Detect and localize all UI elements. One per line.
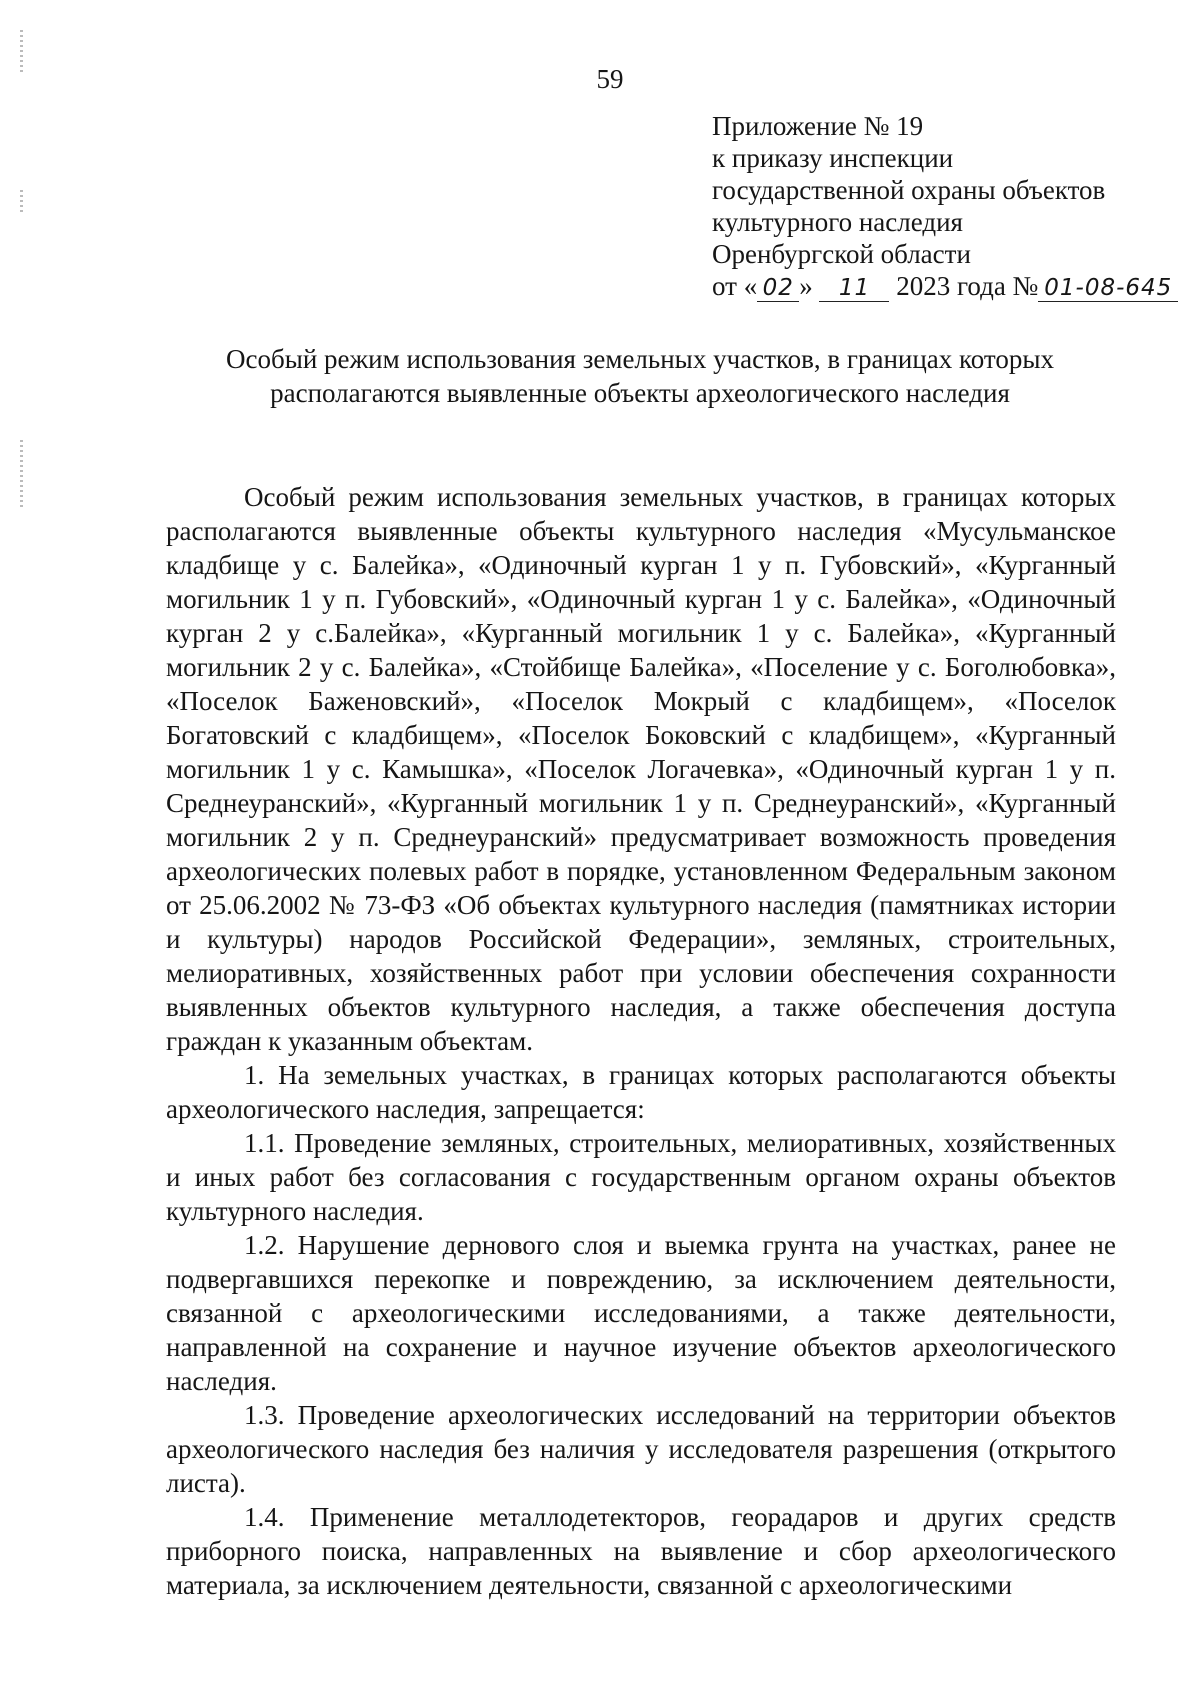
appendix-line: государственной охраны объектов [712, 175, 1106, 205]
paragraph: 1. На земельных участках, в границах которых располагаются объекты археологического наследия, запрещается: [166, 1060, 1116, 1124]
scan-margin-mark [20, 190, 23, 214]
paragraph: 1.4. Применение металлодетекторов, георадаров и других средств приборного поиска, направленных на выявление и сбор археологического материала, за исключением деятельности, связанной с археологическими [166, 1502, 1116, 1600]
paragraph: Особый режим использования земельных участков, в границах которых располагаются выявленные объекты культурного наследия «Мусульманское кладбище у с. Балейка», «Одиночный курган 1 у п. Губовский», «Курганный могильник 1 у п. Губовский», «Одиночный курган 1 у с. Балейка», «Одиночный курган 2 у с.Балейка», «Курганный могильник 1 у с. Балейка», «Курганный могильник 2 у с. Балейка», «Стойбище Балейка», «Поселение у с. Боголюбовка», «Поселок Баженовский», «Поселок Мокрый с кладбищем», «Поселок Богатовский с кладбищем», «Поселок Боковский с кладбищем», «Курганный могильник 1 у с. Камышка», «Поселок Логачевка», «Одиночный курган 1 у п. Среднеуранский», «Курганный могильник 1 у п. Среднеуранский», «Курганный могильник 2 у п. Среднеуранский» предусматривает возможность проведения археологических полевых работ в порядке, установленном Федеральным законом от 25.06.2002 № 73-ФЗ «Об объектах культурного наследия (памятниках истории и культуры) народов Российской Федерации», земляных, строительных, мелиоративных, хозяйственных работ при условии обеспечения сохранности выявленных объектов культурного наследия, а также обеспечения доступа граждан к указанным объектам. [166, 482, 1116, 1056]
scan-margin-mark [20, 30, 23, 74]
appendix-line: к приказу инспекции [712, 143, 954, 173]
appendix-title: Приложение № 19 [712, 111, 924, 141]
handwritten-order-number: 01-08-645 [1038, 275, 1178, 302]
title-line: Особый режим использования земельных участков, в границах которых [225, 344, 1055, 374]
paragraph: 1.1. Проведение земляных, строительных, мелиоративных, хозяйственных и иных работ без согласования с государственным органом охраны объектов культурного наследия. [166, 1128, 1116, 1226]
document-body [166, 480, 1116, 1602]
document-title [160, 342, 1120, 410]
scan-margin-mark [20, 440, 23, 510]
order-date-line [712, 270, 1172, 302]
date-prefix: от « [712, 271, 758, 301]
date-mid: » [799, 271, 813, 301]
appendix-header [712, 110, 1172, 302]
title-line: располагаются выявленные объекты археологического наследия [270, 378, 1010, 408]
handwritten-day: 02 [757, 275, 799, 302]
appendix-line: Оренбургской области [712, 239, 971, 269]
date-year: 2023 года № [896, 271, 1039, 301]
handwritten-month: 11 [819, 275, 889, 302]
paragraph: 1.3. Проведение археологических исследований на территории объектов археологического наследия без наличия у исследователя разрешения (открытого листа). [166, 1400, 1116, 1498]
paragraph: 1.2. Нарушение дернового слоя и выемка грунта на участках, ранее не подвергавшихся перекопке и повреждению, за исключением деятельности, связанной с археологическими исследованиями, а также деятельности, направленной на сохранение и научное изучение объектов археологического наследия. [166, 1230, 1116, 1396]
page-number: 59 [596, 64, 624, 94]
appendix-line: культурного наследия [712, 207, 963, 237]
